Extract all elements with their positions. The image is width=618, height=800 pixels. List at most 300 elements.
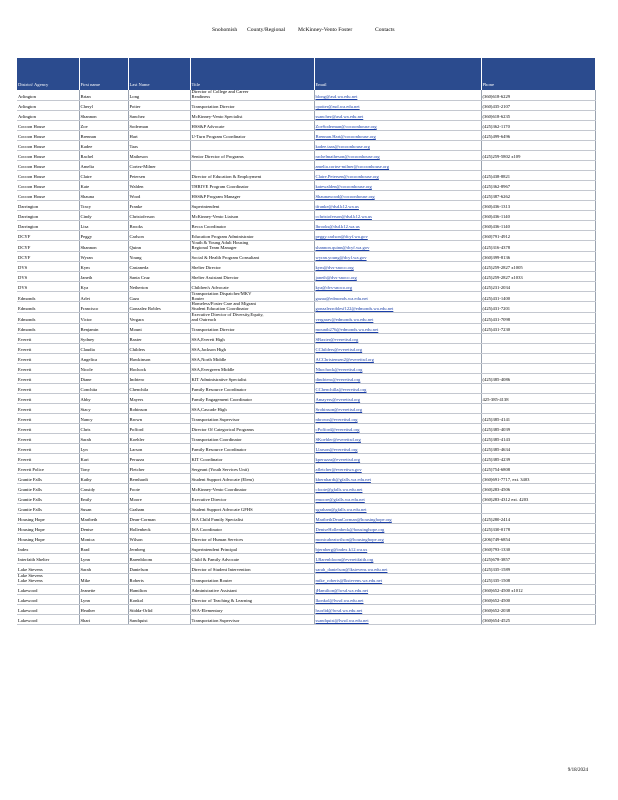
last-name-cell: Cortez-Milner [128, 160, 190, 170]
phone-cell [481, 384, 595, 394]
first-name-cell: Susan [79, 504, 128, 514]
email-cell[interactable]: SKoehler@everettsd.org [314, 434, 481, 444]
phone-cell: (360)652-2038 [481, 604, 595, 614]
phone-cell: (425)259-2827 x1033 [481, 271, 595, 281]
title-cell: Shelter Assistant Director [190, 271, 314, 281]
last-name-cell: Vergara [128, 313, 190, 324]
title-cell: Student Support Advocate GFHS [190, 504, 314, 514]
phone-cell: (425)387-6262 [481, 190, 595, 200]
phone-cell: 425-385-4138 [481, 394, 595, 404]
last-name-cell: Danielson [128, 564, 190, 574]
email-cell[interactable]: ZoeSoderman@cocoonhouse.org [314, 120, 481, 130]
agency-cell: DCYF [17, 251, 79, 261]
first-name-cell: Conchita [79, 384, 128, 394]
email-cell[interactable]: CChenchilla@everettsd.org [314, 384, 481, 394]
phone-cell: (425)385-4634 [481, 444, 595, 454]
table-row [17, 200, 595, 210]
table-row [17, 344, 595, 354]
title-cell: THRIVE Program Coordinator [190, 180, 314, 190]
first-name-cell: Brad [79, 544, 128, 554]
table-row [17, 251, 595, 261]
title-cell: HSS&P Program Manager [190, 190, 314, 200]
last-name-cell: Pofford [128, 424, 190, 434]
last-name-cell: Jernberg [128, 544, 190, 554]
agency-cell: DCYF [17, 240, 79, 251]
title-cell: HSS&P Advocate [190, 120, 314, 130]
title-cell: Director of Teaching & Learning [190, 594, 314, 604]
first-name-cell: Francisco [79, 302, 128, 313]
email-cell[interactable]: Amayers@everettsd.org [314, 394, 481, 404]
last-name-cell: Sandquist [128, 614, 190, 624]
agency-cell: Everett [17, 344, 79, 354]
table-row [17, 150, 595, 160]
email-cell[interactable]: kperuzza@everettsd.org [314, 454, 481, 464]
table-row [17, 494, 595, 504]
phone-cell: (360)793-1330 [481, 544, 595, 554]
email-cell[interactable]: nbrown@everettsd.org [314, 414, 481, 424]
title-part-region: County/Regional [247, 27, 286, 33]
last-name-cell: Young [128, 251, 190, 261]
first-name-cell: Jeanette [79, 584, 128, 594]
email-cell[interactable]: ssandquist@lwsd.wa.edu.net [314, 614, 481, 624]
table-row [17, 100, 595, 110]
email-cell[interactable]: sarah_danielson@lkstevens.wa.edu.net [314, 564, 481, 574]
table-row [17, 364, 595, 374]
agency-cell: Housing Hope [17, 534, 79, 544]
last-name-cell: Hochock [128, 364, 190, 374]
email-cell[interactable]: ssanchez@asd.wa.edu.net [314, 110, 481, 120]
agency-cell: Everett Police [17, 464, 79, 474]
phone-cell: (360)399-8136 [481, 251, 595, 261]
table-row [17, 604, 595, 614]
phone-cell: (425)385-4143 [481, 434, 595, 444]
agency-cell: Lakewood [17, 604, 79, 614]
phone-cell: (425)231-2034 [481, 281, 595, 291]
table-row [17, 544, 595, 554]
agency-cell: Interfaith Shelter [17, 554, 79, 564]
phone-cell: (206)749-6854 [481, 534, 595, 544]
title-cell [190, 140, 314, 150]
table-row [17, 444, 595, 454]
document-title [0, 25, 618, 35]
email-cell[interactable]: amelia.cortez-milner@cocoonhouse.org [314, 160, 481, 170]
first-name-cell: Nicole [79, 364, 128, 374]
column-header-email: Email [314, 58, 481, 90]
phone-cell [481, 364, 595, 374]
agency-cell: Arlington [17, 100, 79, 110]
email-cell[interactable]: jHamilton@lwsd.wa.edu.net [314, 584, 481, 594]
phone-cell: (360)436-1140 [481, 210, 595, 220]
last-name-cell: Hollenbeck [128, 524, 190, 534]
title-cell: Becca Coordinator [190, 220, 314, 230]
first-name-cell: Diane [79, 374, 128, 384]
email-cell[interactable]: katewalden@cocoonhouse.org [314, 180, 481, 190]
agency-cell: Everett [17, 374, 79, 384]
first-name-cell: Kym [79, 261, 128, 271]
phone-cell [481, 404, 595, 414]
email-cell[interactable]: Srobinson@everettsd.org [314, 404, 481, 414]
phone-cell: (425)431-7201 [481, 302, 595, 313]
phone-cell: (360)436-1140 [481, 220, 595, 230]
phone-cell: (425)438-8821 [481, 170, 595, 180]
last-name-cell: Petersen [128, 170, 190, 180]
last-name-cell: Franke [128, 200, 190, 210]
phone-cell: (425)754-6808 [481, 464, 595, 474]
last-name-cell: Gaza [128, 291, 190, 302]
first-name-cell: Mike [79, 574, 128, 585]
agency-cell: Everett [17, 414, 79, 424]
email-cell[interactable]: vergarav@edmonds.wa.edu.net [314, 313, 481, 324]
last-name-cell: Robinson [128, 404, 190, 414]
first-name-cell: Maribeth [79, 514, 128, 524]
email-cell[interactable]: cchristoferson@dsd.k12.wa.us [314, 210, 481, 220]
table-row [17, 584, 595, 594]
first-name-cell: Benjamin [79, 324, 128, 334]
last-name-cell: Indriero [128, 374, 190, 384]
first-name-cell: Kadee [79, 140, 128, 150]
phone-cell: (360)435-2107 [481, 100, 595, 110]
phone-cell: (425)385-4239 [481, 454, 595, 464]
agency-cell: Cocoon House [17, 180, 79, 190]
phone-cell: (360)283-4312 ext. 4203 [481, 494, 595, 504]
first-name-cell: Arlet [79, 291, 128, 302]
first-name-cell: Kari [79, 454, 128, 464]
table-row [17, 464, 595, 474]
email-cell[interactable]: kadee.taas@cocoonhouse.org [314, 140, 481, 150]
table-row [17, 130, 595, 140]
email-cell[interactable]: sgraham@gfalls.wa.edu.net [314, 504, 481, 514]
last-name-cell: Soderman [128, 120, 190, 130]
last-name-cell: Sanchez [128, 110, 190, 120]
agency-cell: Darrington [17, 220, 79, 230]
table-row [17, 334, 595, 344]
title-cell: Child & Family Advocate [190, 554, 314, 564]
column-header-phone: Phone [481, 58, 595, 90]
email-cell[interactable]: cpotter@asd.wa.edu.net [314, 100, 481, 110]
email-cell[interactable]: gazaa@edmonds.wa.edu.net [314, 291, 481, 302]
agency-cell: Lakewood [17, 614, 79, 624]
last-name-cell: Chenchila [128, 384, 190, 394]
last-name-cell: Bernhardt [128, 474, 190, 484]
email-cell[interactable]: janeth@dvs-snoco.org [314, 271, 481, 281]
title-cell: ISA Child Family Specialist [190, 514, 314, 524]
footer-date: 9/18/2024 [567, 768, 588, 773]
agency-cell: Index [17, 544, 79, 554]
phone-cell: (425)499-6496 [481, 130, 595, 140]
phone-cell [481, 504, 595, 514]
last-name-cell: Childers [128, 344, 190, 354]
email-cell[interactable]: emoore@gfalls.wa.edu.net [314, 494, 481, 504]
title-cell: Transportation Router [190, 574, 314, 585]
title-cell: Director Of Categorical Programs [190, 424, 314, 434]
table-row [17, 454, 595, 464]
email-cell[interactable]: Brennan.Hart@cocoonhouse.org [314, 130, 481, 140]
last-name-cell: Matheson [128, 150, 190, 160]
email-cell[interactable]: DeniseHollenbeck@housinghope.org [314, 524, 481, 534]
table-row [17, 404, 595, 414]
title-cell: Family Engagement Coordinator [190, 394, 314, 404]
email-cell[interactable]: hsorlid@lwsd.wa.edu.net [314, 604, 481, 614]
agency-cell: Edmonds [17, 291, 79, 302]
agency-cell: DVS [17, 261, 79, 271]
last-name-cell: Hawkinson [128, 354, 190, 364]
first-name-cell: Claudia [79, 344, 128, 354]
title-cell: Executive Director [190, 494, 314, 504]
email-cell[interactable]: SBaxter@everettsd.org [314, 334, 481, 344]
table-row [17, 140, 595, 150]
email-cell[interactable]: Claire.Petersen@cocoonhouse.org [314, 170, 481, 180]
agency-cell: Cocoon House [17, 190, 79, 200]
last-name-cell: Walden [128, 180, 190, 190]
table-row [17, 564, 595, 574]
agency-cell: Everett [17, 334, 79, 344]
last-name-cell: Koehler [128, 434, 190, 444]
table-row [17, 414, 595, 424]
email-cell[interactable]: cfoote@gfalls.wa.edu.net [314, 484, 481, 494]
agency-cell: Lakewood [17, 584, 79, 594]
title-cell: Administrative Assistant [190, 584, 314, 594]
email-cell[interactable]: mike_roberts@lkstevens.wa.edu.net [314, 574, 481, 585]
title-cell: ISA Coordinator [190, 524, 314, 534]
title-cell: Education Program Administrator [190, 230, 314, 240]
contacts-table [17, 58, 596, 625]
email-cell[interactable]: kym@dvs-snoco.org [314, 261, 481, 271]
title-cell: Transportation Director [190, 324, 314, 334]
agency-cell: Granite Falls [17, 504, 79, 514]
phone-cell: (425)431-1400 [481, 291, 595, 302]
phone-cell [481, 334, 595, 344]
phone-cell [481, 160, 595, 170]
agency-cell: Cocoon House [17, 160, 79, 170]
phone-cell: (360)618-6235 [481, 110, 595, 120]
email-cell[interactable]: wyran.young@dcyf.wa.gov [314, 251, 481, 261]
first-name-cell: Cassidy [79, 484, 128, 494]
phone-cell: (425)431-7230 [481, 324, 595, 334]
email-cell[interactable]: lkonkol@lwsd.wa.edu.net [314, 594, 481, 604]
email-cell[interactable]: dindriero@everettsd.org [314, 374, 481, 384]
first-name-cell: Denise [79, 524, 128, 534]
email-cell[interactable]: Llarson@everettsd.org [314, 444, 481, 454]
email-cell[interactable]: Shaunawood@cocoonhouse.org [314, 190, 481, 200]
agency-cell: Cocoon House [17, 140, 79, 150]
title-cell: SSA-Elementary [190, 604, 314, 614]
agency-cell: Everett [17, 444, 79, 454]
last-name-cell: Graham [128, 504, 190, 514]
email-cell[interactable]: CChilders@everettsd.org [314, 344, 481, 354]
title-cell: Director of Human Services [190, 534, 314, 544]
title-cell: Transportation Supervisor [190, 414, 314, 424]
last-name-cell: Taas [128, 140, 190, 150]
title-cell: Director of College and Career Readiness [190, 90, 314, 100]
agency-cell: Everett [17, 394, 79, 404]
phone-cell: (425)362-1170 [481, 120, 595, 130]
email-cell[interactable]: shannon.quinn@dcyf.wa.gov [314, 240, 481, 251]
agency-cell: Everett [17, 384, 79, 394]
table-row [17, 90, 595, 100]
title-cell: McKinney-Vento Specialist [190, 110, 314, 120]
agency-cell: Lake Stevens Lake Stevens [17, 574, 79, 585]
first-name-cell: Cheryl [79, 100, 128, 110]
phone-cell: (425)330-0178 [481, 524, 595, 534]
title-cell: SSA,North Middle [190, 354, 314, 364]
title-cell: SSA,Jackson High [190, 344, 314, 354]
table-row [17, 474, 595, 484]
title-cell: Student Support Advocate (Elem) [190, 474, 314, 484]
last-name-cell: Quinn [128, 240, 190, 251]
title-cell: SSA,Everett High [190, 334, 314, 344]
email-cell[interactable]: monicabeatwilson@housinghope.org [314, 534, 481, 544]
title-cell: Children's Advocate [190, 281, 314, 291]
last-name-cell: Long [128, 90, 190, 100]
table-row [17, 324, 595, 334]
title-cell: Superintendent [190, 200, 314, 210]
agency-cell: Granite Falls [17, 494, 79, 504]
table-row [17, 504, 595, 514]
first-name-cell: Tracy [79, 200, 128, 210]
agency-cell: Everett [17, 434, 79, 444]
email-cell[interactable]: ACChristensen2@everettsd.org [314, 354, 481, 364]
email-cell[interactable]: kbernhardt@gfalls.wa.edu.net [314, 474, 481, 484]
table-row [17, 594, 595, 604]
phone-cell [481, 344, 595, 354]
agency-cell: DVS [17, 271, 79, 281]
first-name-cell: Shannon [79, 110, 128, 120]
last-name-cell: Barenbloom [128, 554, 190, 564]
first-name-cell: Lynn [79, 594, 128, 604]
email-cell[interactable]: afletcher@everettwa.gov [314, 464, 481, 474]
phone-cell: (360)652-4500 x1012 [481, 584, 595, 594]
title-cell: Social & Health Program Consultant [190, 251, 314, 261]
first-name-cell: Shannon [79, 240, 128, 251]
first-name-cell: Brian [79, 90, 128, 100]
table-row [17, 210, 595, 220]
last-name-cell: Roberts [128, 574, 190, 585]
last-name-cell: Wood [128, 190, 190, 200]
table-row [17, 524, 595, 534]
title-cell: Superintendent Principal [190, 544, 314, 554]
first-name-cell: Brennan [79, 130, 128, 140]
email-cell[interactable]: bjernberg@index.k12.wa.us [314, 544, 481, 554]
agency-cell: Cocoon House [17, 170, 79, 180]
phone-cell [481, 140, 595, 150]
phone-cell: (360)618-6229 [481, 90, 595, 100]
table-row [17, 220, 595, 230]
last-name-cell: Stidda-Orlid [128, 604, 190, 614]
title-cell: Director of Education & Employment [190, 170, 314, 180]
phone-cell: (360)691-7717, ext. 3403 [481, 474, 595, 484]
agency-cell: Edmonds [17, 324, 79, 334]
phone-cell: (425)431-7098 [481, 313, 595, 324]
title-cell [190, 160, 314, 170]
first-name-cell: Kya [79, 281, 128, 291]
phone-cell: (360)436-1313 [481, 200, 595, 210]
first-name-cell: Nancy [79, 414, 128, 424]
title-cell: SSA,Evergreen Middle [190, 364, 314, 374]
title-cell: Transportation Coordinator [190, 434, 314, 444]
phone-cell: (425)259-2827 x1005 [481, 261, 595, 271]
title-cell: Transportation Director [190, 100, 314, 110]
email-cell[interactable]: lbrooks@dsd.k12.wa.us [314, 220, 481, 230]
title-cell: Senior Director of Programs [190, 150, 314, 160]
title-cell: SSA,Cascade High [190, 404, 314, 414]
first-name-cell: Stacy [79, 404, 128, 414]
table-row [17, 313, 595, 324]
agency-cell: Everett [17, 354, 79, 364]
email-cell[interactable]: gonzalezroblesf122@edmonds.wa.edu.net [314, 302, 481, 313]
email-cell[interactable]: mountb276@edmonds.wa.edu.net [314, 324, 481, 334]
table-row [17, 434, 595, 444]
last-name-cell: Netherton [128, 281, 190, 291]
phone-cell: (360)654-4525 [481, 614, 595, 624]
first-name-cell: Emily [79, 494, 128, 504]
first-name-cell: Janeth [79, 271, 128, 281]
table-header-row [17, 58, 595, 90]
table-row [17, 190, 595, 200]
agency-cell: Housing Hope [17, 524, 79, 534]
email-cell[interactable]: MaribethDeanCorman@housinghope.org [314, 514, 481, 524]
email-cell[interactable]: tfranke@dsd.k12.wa.us [314, 200, 481, 210]
last-name-cell: Konkol [128, 594, 190, 604]
title-part-county: Snohomish [212, 27, 238, 33]
agency-cell: Everett [17, 424, 79, 434]
last-name-cell: Mount [128, 324, 190, 334]
first-name-cell: Rachel [79, 150, 128, 160]
email-cell[interactable]: Nhochock@everettsd.org [314, 364, 481, 374]
phone-cell: (360)283-4506 [481, 484, 595, 494]
phone-cell: (425)335-1508 [481, 574, 595, 585]
table-row [17, 180, 595, 190]
title-cell: Transportation Supervisor [190, 614, 314, 624]
last-name-cell: Wilson [128, 534, 190, 544]
title-cell: Family Resource Coordinator [190, 384, 314, 394]
email-cell[interactable]: rachelmatheson@cocoonhouse.org [314, 150, 481, 160]
phone-cell: (360)791-4912 [481, 230, 595, 240]
title-cell: McKinney-Vento Coordinator [190, 484, 314, 494]
first-name-cell: Claire [79, 170, 128, 180]
first-name-cell: Kathy [79, 474, 128, 484]
email-cell[interactable]: blong@asd.wa.edu.net [314, 90, 481, 100]
title-cell: Director of Student Intervention [190, 564, 314, 574]
agency-cell: Edmonds [17, 302, 79, 313]
email-cell[interactable]: cPofford@everettsd.org [314, 424, 481, 434]
column-header-title: Title [190, 58, 314, 90]
email-cell[interactable]: kya@dvs-snoco.org [314, 281, 481, 291]
agency-cell: Everett [17, 404, 79, 414]
first-name-cell: Cindy [79, 210, 128, 220]
table-row [17, 261, 595, 271]
phone-cell: (425)678-3857 [481, 554, 595, 564]
first-name-cell: Lyn [79, 444, 128, 454]
first-name-cell: Victor [79, 313, 128, 324]
last-name-cell: Santa Cruz [128, 271, 190, 281]
first-name-cell: Heather [79, 604, 128, 614]
first-name-cell: Kate [79, 180, 128, 190]
title-part-contacts: Contacts [375, 27, 395, 33]
last-name-cell: Brown [128, 414, 190, 424]
last-name-cell: Potter [128, 100, 190, 110]
phone-cell [481, 354, 595, 364]
email-cell[interactable]: LBarenbloom@everettfaith.org [314, 554, 481, 564]
agency-cell: Granite Falls [17, 474, 79, 484]
table-row [17, 230, 595, 240]
first-name-cell: Peggy [79, 230, 128, 240]
email-cell[interactable]: peggy.carlson@dcyf.wa.gov [314, 230, 481, 240]
table-row [17, 240, 595, 251]
title-cell: Transportation Dispatcher/MKV Router [190, 291, 314, 302]
title-cell: U-Turn Program Coordinator [190, 130, 314, 140]
title-part-program: McKinney-Vento Foster [298, 27, 353, 33]
last-name-cell: Hart [128, 130, 190, 140]
